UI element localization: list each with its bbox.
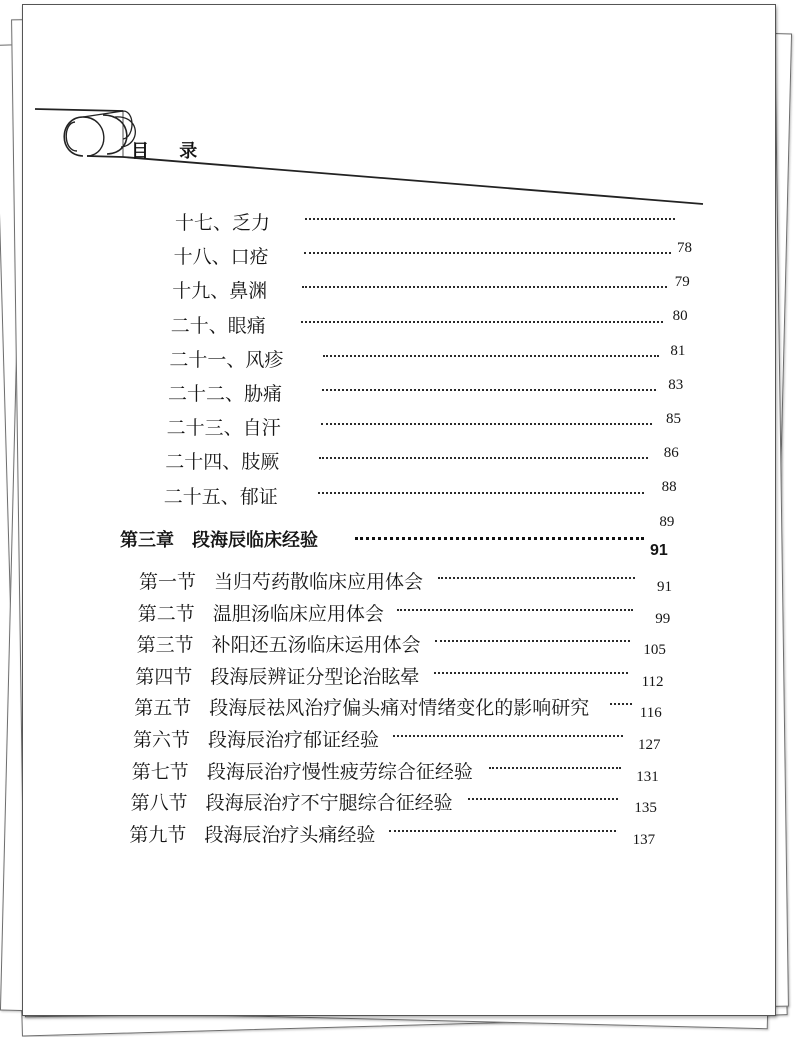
entry-label	[169, 345, 283, 372]
page-number: 99	[655, 610, 671, 627]
toc-page	[22, 4, 776, 1016]
scroll-header-ornament	[23, 5, 775, 225]
page-number: 112	[641, 673, 664, 690]
entry-title: 十七、乏力	[175, 212, 271, 234]
dot-leader	[435, 640, 630, 642]
page-number: 91	[650, 542, 668, 559]
entry-title: 二十三、自汗	[166, 417, 281, 440]
entry-label	[132, 757, 473, 784]
dot-leader	[393, 735, 624, 737]
toc-section-entry[interactable]	[135, 662, 695, 688]
page-number: 81	[670, 342, 686, 359]
dot-leader	[321, 423, 652, 425]
toc-entry[interactable]	[173, 242, 734, 291]
entry-label	[174, 242, 269, 269]
toc-entry[interactable]	[172, 276, 732, 325]
toc-section-entry[interactable]	[133, 725, 693, 751]
entry-number: 第二节	[137, 602, 195, 625]
entry-number: 第五节	[134, 697, 192, 720]
entry-title: 十九、鼻渊	[172, 280, 268, 303]
page-number: 88	[661, 479, 677, 496]
toc-chapter-entry[interactable]	[120, 526, 680, 559]
toc-section-entry[interactable]	[139, 567, 699, 593]
entry-title: 当归芍药散临床应用体会	[214, 571, 424, 593]
toc-section-entry[interactable]	[136, 630, 697, 659]
page-number: 85	[666, 411, 681, 427]
entry-label	[175, 208, 270, 235]
entry-number: 第一节	[139, 571, 197, 593]
dot-leader	[319, 457, 648, 459]
entry-number: 第六节	[133, 729, 191, 751]
toc-entry[interactable]	[175, 208, 735, 256]
dot-leader	[355, 537, 644, 540]
dot-leader	[301, 321, 664, 323]
dot-leader	[434, 672, 628, 674]
entry-title: 二十一、风疹	[169, 348, 284, 371]
entry-label	[129, 820, 375, 847]
entry-number: 第九节	[129, 823, 187, 846]
entry-label	[167, 413, 281, 440]
entry-label	[139, 567, 423, 594]
entry-title: 段海辰治疗不宁腿综合征经验	[205, 792, 453, 815]
entry-title: 二十、眼痛	[170, 314, 266, 337]
entry-title: 温胆汤临床应用体会	[212, 602, 384, 625]
entry-title: 二十五、郁证	[163, 485, 278, 508]
entry-label	[134, 693, 589, 720]
dot-leader	[305, 218, 675, 220]
entry-number: 第四节	[135, 665, 193, 688]
dot-leader	[304, 252, 672, 254]
page-number: 80	[672, 308, 688, 325]
page-number: 83	[668, 376, 684, 393]
entry-number: 第三节	[136, 634, 194, 657]
entry-title: 段海辰临床经验	[192, 530, 318, 551]
entry-label	[168, 379, 282, 406]
entry-number: 第七节	[131, 760, 189, 783]
entry-title: 二十二、胁痛	[168, 383, 283, 405]
page-number: 79	[674, 274, 690, 291]
toc-entry[interactable]	[165, 447, 725, 496]
page-number: 127	[638, 737, 661, 753]
entry-label	[120, 526, 318, 552]
page-number: 91	[657, 579, 672, 595]
entry-label	[138, 599, 384, 626]
page-number: 137	[632, 831, 656, 848]
dot-leader	[610, 703, 632, 705]
page-number: 89	[659, 513, 675, 530]
entry-label	[133, 725, 379, 752]
entry-label	[135, 662, 419, 689]
dot-leader	[389, 830, 616, 832]
toc-section-entry[interactable]	[132, 757, 692, 783]
dot-leader	[322, 389, 656, 391]
entry-title: 段海辰治疗郁证经验	[208, 729, 380, 751]
entry-number: 第八节	[130, 792, 188, 815]
toc-section-entry[interactable]	[130, 788, 691, 817]
entry-label	[131, 788, 453, 815]
page-number: 86	[663, 445, 679, 462]
entry-label	[172, 276, 267, 303]
entry-title: 段海辰辨证分型论治眩晕	[210, 665, 420, 688]
toc-entry[interactable]	[168, 376, 728, 427]
dot-leader	[318, 492, 644, 494]
toc-section-entry[interactable]	[134, 693, 694, 722]
entry-label	[137, 630, 421, 657]
entry-title: 二十四、肢厥	[165, 451, 280, 474]
dot-leader	[438, 577, 636, 579]
page-number: 131	[636, 768, 659, 785]
entry-label	[171, 311, 266, 338]
dot-leader	[323, 355, 659, 357]
entry-title: 段海辰治疗头痛经验	[204, 823, 376, 846]
page-number: 78	[677, 240, 692, 256]
toc-entry[interactable]	[163, 482, 724, 530]
dot-leader	[302, 286, 667, 288]
dot-leader	[468, 798, 618, 800]
entry-label	[164, 482, 278, 509]
entry-title: 十八、口疮	[173, 246, 269, 269]
page-number: 135	[634, 800, 657, 817]
dot-leader	[489, 767, 621, 769]
toc-section-entry[interactable]	[138, 599, 698, 625]
toc-entry[interactable]	[166, 413, 727, 462]
toc-entry[interactable]	[170, 311, 731, 359]
header-title: 目 录	[131, 141, 210, 162]
entry-title: 补阳还五汤临床运用体会	[211, 634, 421, 657]
dot-leader	[397, 609, 632, 611]
entry-title: 段海辰祛风治疗偏头痛对情绪变化的影响研究	[209, 697, 590, 720]
page-number: 116	[639, 705, 662, 722]
entry-label	[165, 447, 279, 474]
toc-section-entry[interactable]	[129, 820, 689, 846]
page-number: 105	[643, 642, 666, 659]
toc-entry[interactable]	[169, 342, 729, 393]
entry-title: 段海辰治疗慢性疲劳综合征经验	[206, 760, 473, 783]
entry-number: 第三章	[120, 530, 174, 551]
